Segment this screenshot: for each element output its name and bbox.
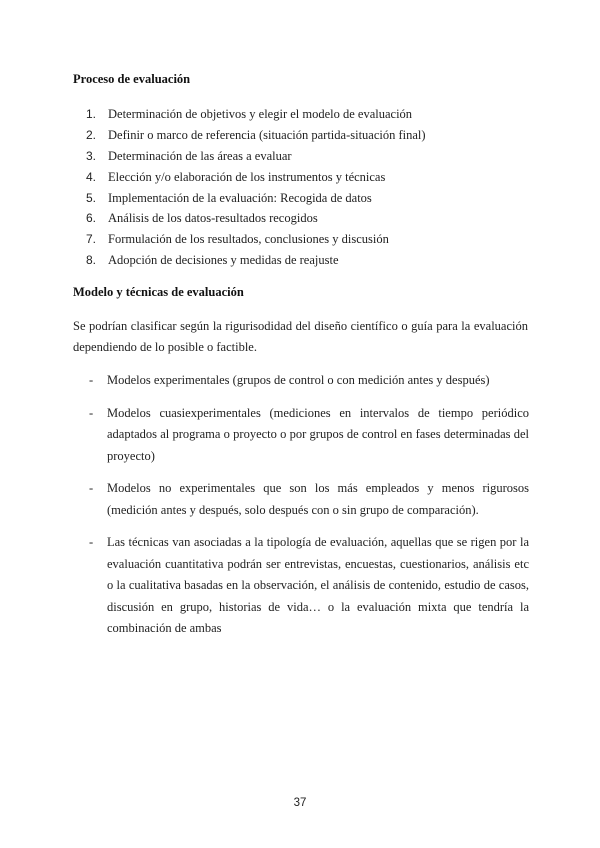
bullet-marker: - (89, 481, 94, 495)
list-item (86, 167, 526, 188)
bullet-text: Modelos no experimentales que son los más empleados y menos rigurosos (medición antes y después, solo después con o sin grupo de comparación). (107, 481, 529, 517)
section-heading-proceso: Proceso de evaluación (73, 72, 191, 86)
list-item (86, 125, 526, 146)
list-item (86, 208, 526, 229)
list-item (86, 229, 526, 250)
list-item-number: 7. (86, 232, 97, 247)
evaluation-steps-list (86, 104, 526, 271)
list-item (86, 146, 526, 167)
list-item-text: Formulación de los resultados, conclusiones y discusión (108, 232, 389, 247)
bullet-text: Modelos experimentales (grupos de control o con medición antes y después) (107, 373, 490, 387)
list-item-text: Definir o marco de referencia (situación partida-situación final) (108, 127, 426, 142)
list-item (86, 250, 526, 271)
bullet-item (89, 532, 529, 640)
bullet-marker: - (89, 405, 94, 420)
bullet-marker: - (89, 373, 94, 387)
list-item (86, 104, 526, 125)
list-item-number: 2. (86, 127, 97, 142)
bullet-marker: - (89, 535, 94, 549)
models-bullet-list (89, 370, 529, 640)
section-heading-modelo: Modelo y técnicas de evaluación (73, 285, 244, 299)
bullet-text: Modelos cuasiexperimentales (mediciones en intervalos de tiempo periódico adaptados al programa o proyecto o por grupos de control en fases determinadas del proyecto) (107, 405, 529, 463)
page-number: 37 (293, 797, 307, 809)
list-item-text: Análisis de los datos-resultados recogidos (108, 211, 318, 226)
list-item-number: 8. (86, 253, 97, 268)
list-item-text: Determinación de las áreas a evaluar (108, 148, 292, 163)
list-item-number: 4. (86, 169, 97, 184)
bullet-item (89, 370, 529, 392)
list-item-number: 3. (86, 148, 97, 163)
list-item-number: 5. (86, 190, 97, 205)
list-item-text: Determinación de objetivos y elegir el modelo de evaluación (108, 107, 413, 121)
list-item-text: Implementación de la evaluación: Recogida de datos (108, 190, 372, 205)
intro-paragraph: Se podrían clasificar según la rigurisodidad del diseño científico o guía para la evaluación dependiendo de lo posible o factible. (73, 319, 528, 354)
bullet-item (89, 403, 529, 468)
bullet-item (89, 478, 529, 521)
list-item (86, 188, 526, 209)
bullet-text: Las técnicas van asociadas a la tipología de evaluación, aquellas que se rigen por la evaluación cuantitativa podrán ser entrevistas, encuestas, cuestionarios, análisis etc o la cualitativa basadas en la observación, el análisis de contenido, estudio de casos, discusión en grupo, historias de vida… o la evaluación mixta que tendría la combinación de ambas (107, 535, 529, 635)
list-item-text: Elección y/o elaboración de los instrumentos y técnicas (108, 169, 386, 184)
list-item-number: 6. (86, 211, 97, 226)
list-item-number: 1. (86, 107, 97, 121)
list-item-text: Adopción de decisiones y medidas de reajuste (108, 253, 339, 268)
